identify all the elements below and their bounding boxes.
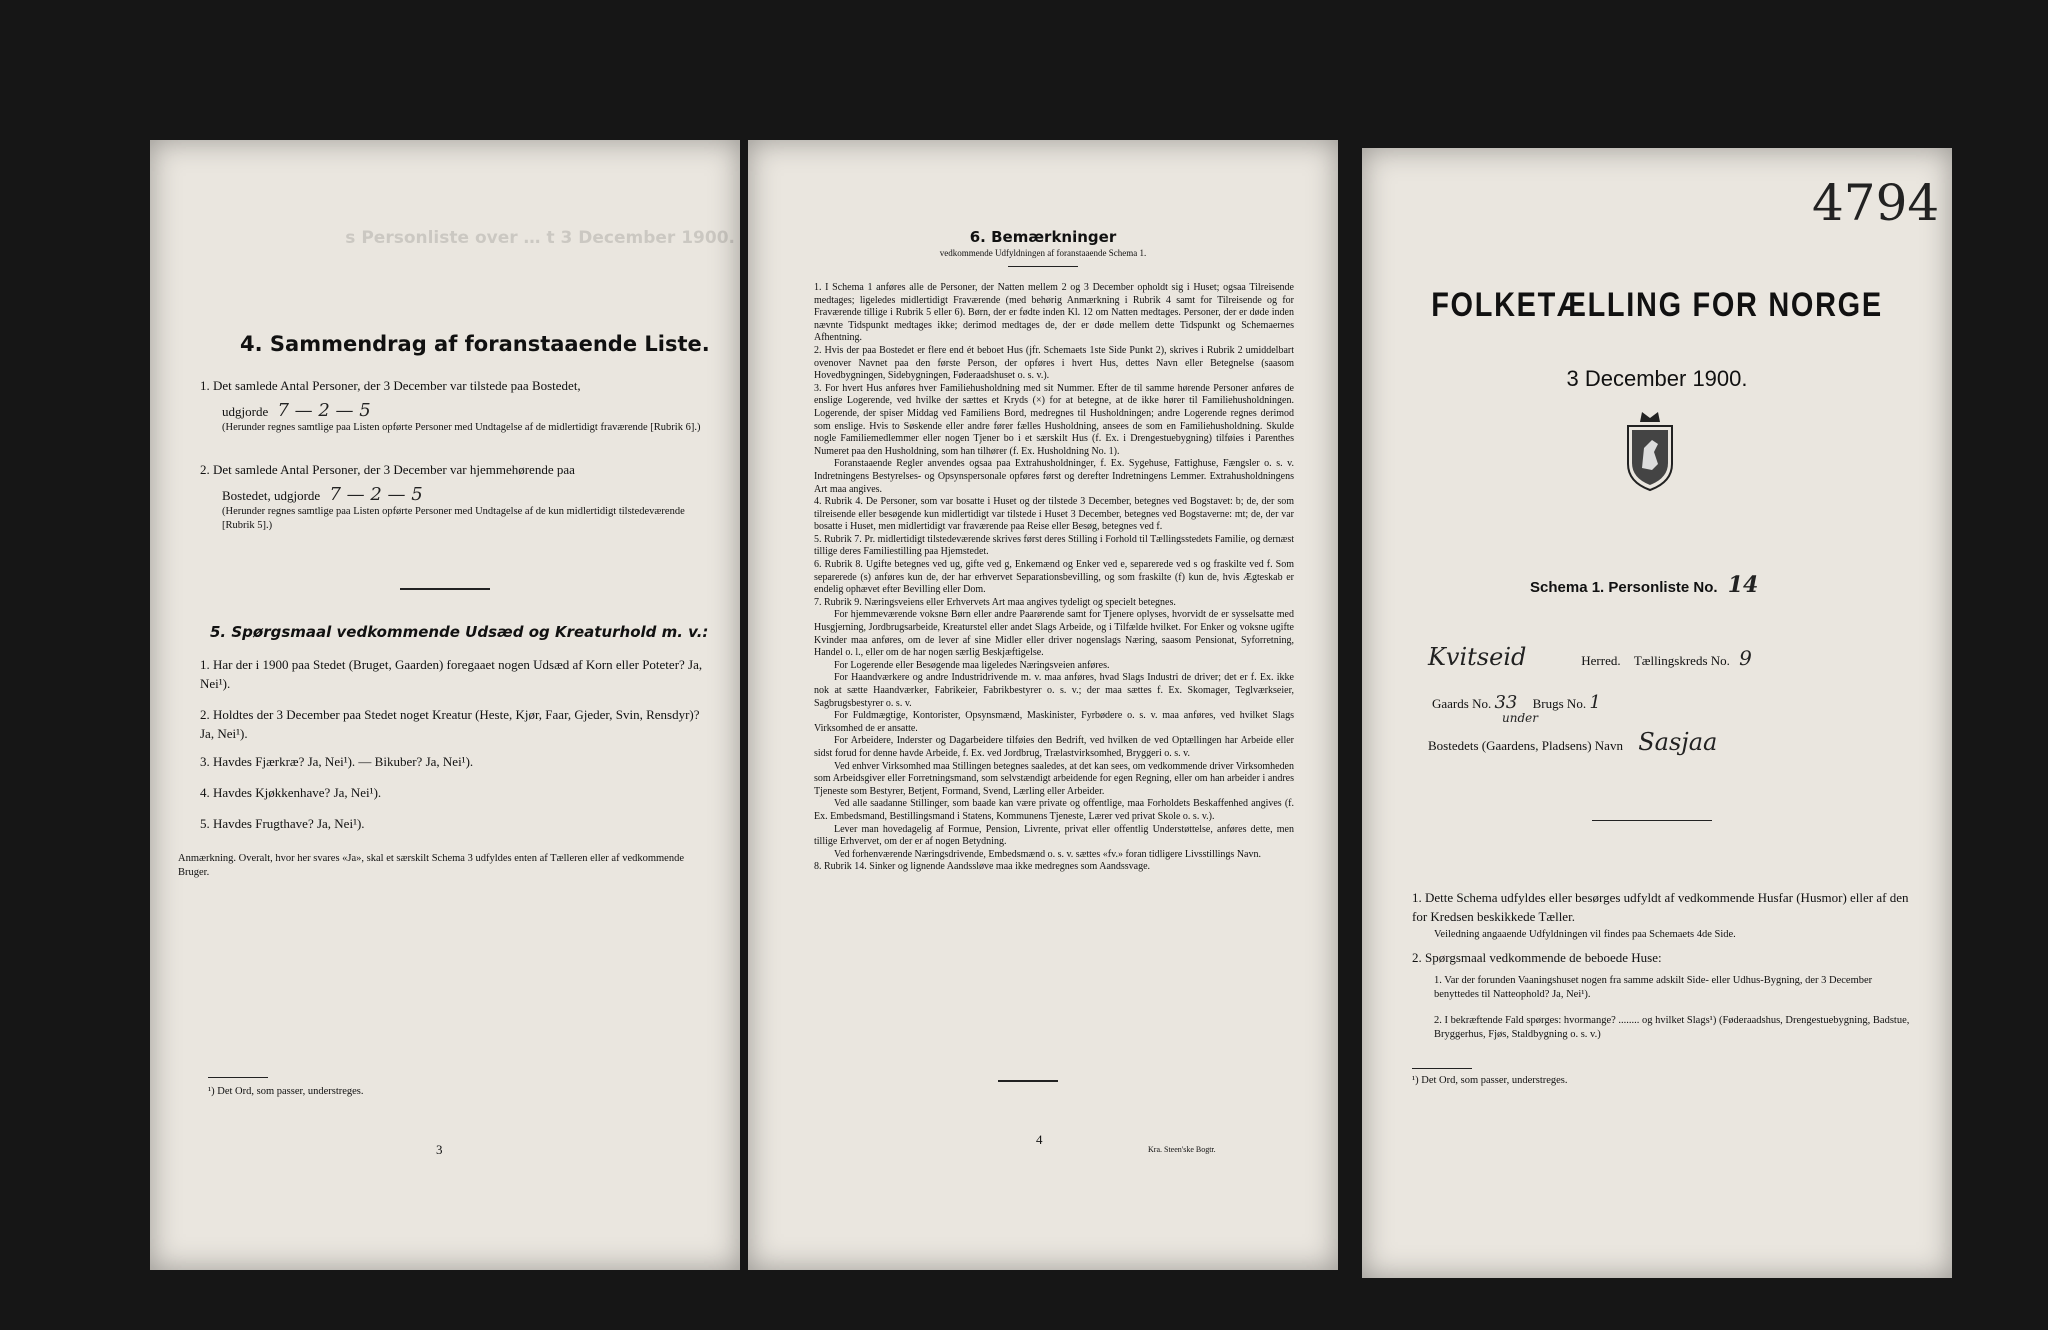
herred-handwritten: Kvitseid: [1428, 643, 1527, 671]
section4-title: 4. Sammendrag af foranstaaende Liste.: [240, 332, 710, 356]
question-5: 5. Havdes Frugthave? Ja, Nei¹).: [200, 816, 365, 831]
sum-item-2: [200, 460, 710, 533]
brugs-handwritten: 1: [1589, 692, 1601, 713]
gaards-line: [1432, 692, 1932, 725]
remarks-list: [814, 282, 1294, 874]
bosted-line: [1428, 728, 1928, 756]
question-4: 4. Havdes Kjøkkenhave? Ja, Nei¹).: [200, 785, 382, 800]
page-number: 3: [436, 1142, 443, 1157]
gaards-handwritten: 33: [1494, 692, 1518, 713]
sum-item-1-note: (Herunder regnes samtlige paa Listen opførte Personer med Undtagelse af de midlertidigt fraværende [Rubrik 6].): [222, 422, 701, 433]
question-1: 1. Har der i 1900 paa Stedet (Bruget, Gaarden) foregaaet nogen Udsæd af Korn eller Poteter? Ja, Nei¹).: [200, 657, 703, 691]
schema-label: Schema 1. Personliste No.: [1530, 579, 1718, 596]
footnote-rule: [208, 1077, 268, 1078]
instruction-2: 2. Spørgsmaal vedkommende de beboede Huse:: [1412, 950, 1662, 965]
remark: 5. Rubrik 7. Pr. midlertidigt tilstedeværende skrives først deres Stilling i Forhold til Tællingsstedets Familie, og dernæst tillige deres Familiestilling paa Hjemstedet.: [814, 533, 1294, 558]
printer-imprint: Kra. Steen'ske Bogtr.: [1148, 1145, 1216, 1154]
remark: 6. Rubrik 8. Ugifte betegnes ved ug, gifte ved g, Enkemænd og Enker ved e, separerede ved s og fraskilte ved f. Som separerede (s) anføres kun de, der har erhvervet Separationsbevilling, og som fraskilte (f) kun de, hvis Ægteskab er endelig ophævet efter Bevilling eller Dom.: [814, 559, 1294, 596]
page-number: 4: [1036, 1132, 1043, 1147]
remark: Foranstaaende Regler anvendes ogsaa paa Extrahusholdninger, f. Ex. Sygehuse, Fattighuse, Fængsler o. s. v. Indretningens Bestyrelses- og Opsynspersonale opføres først og derefter Indretningens Lemmer. Extrahusholdningens Art maa angives.: [814, 458, 1294, 495]
under-handwritten: under: [1502, 711, 1538, 725]
instruction-1: 1. Dette Schema udfyldes eller besørges udfyldt af vedkommende Husfar (Husmor) eller af den for Kredsen beskikkede Tæller.: [1412, 890, 1909, 924]
remark: 4. Rubrik 4. De Personer, som var bosatte i Huset og der tilstede 3 December, betegnes ved Bogstavet: b; de, der som tilreisende eller besøgende kun midlertidigt var tilstede i Huset 3 December, betegnes ved Bogstaverne: mt; de, der var bosatte i Huset, men midlertidigt var fraværende paa Reise eller Besøg, betegnes ved f.: [814, 496, 1294, 533]
bostedet-label: Bostedet, udgjorde: [222, 488, 321, 503]
question-3: 3. Havdes Fjærkræ? Ja, Nei¹). — Bikuber? Ja, Nei¹).: [200, 754, 474, 769]
question-2: 2. Holdtes der 3 December paa Stedet noget Kreatur (Heste, Kjør, Faar, Gjeder, Svin, Rensdyr)? Ja, Nei¹).: [200, 707, 700, 741]
remark: Ved forhenværende Næringsdrivende, Embedsmænd o. s. v. sættes «fv.» foran tidligere Livsstillings Navn.: [834, 848, 1261, 860]
remark: For Arbeidere, Inderster og Dagarbeidere tilføies den Bedrift, ved hvilken de ved Optællingen har Arbeide eller sidst forud for denne havde Arbeide, f. Ex. ved Jordbrug, Trælastvirksomhed, Bryggeri o. s. v.: [814, 735, 1294, 759]
remark: For Fuldmægtige, Kontorister, Opsynsmænd, Maskinister, Fyrbødere o. s. v. maa anføres, ved hvilket Slags Virksomhed de er ansatte.: [814, 710, 1294, 734]
instruction-2-1: 1. Var der forunden Vaaningshuset nogen fra samme adskilt Side- eller Udhus-Bygning, der 3 December benyttedes til Natteophold? Ja, Nei¹).: [1434, 975, 1873, 1000]
sum-item-1: [200, 376, 710, 435]
remark: Ved enhver Virksomhed maa Stillingen betegnes saaledes, at det kan sees, om vedkommende driver Virksomheden som Arbeidsgiver eller Forretningsmand, som selvstændigt arbeidende for egen Regning, eller om han arbeider i andres Tjeneste som Bestyrer, Betjent, Formand, Svend, Lærling eller Arbeider.: [814, 760, 1294, 797]
divider: [400, 588, 490, 590]
remark: For hjemmeværende voksne Børn eller andre Paarørende samt for Tjenere oplyses, hvorvidt de er sysselsatte med Husgjerning, Jordbrugsarbeide, Kreaturstel eller andet Slags Arbeide, og i Tilfælde hvilket. For Enker og voksne ugifte Kvinder maa anføres, om de lever af sine Midler eller driver nogenslags Næring, saasom Pensionat, Syforretning, Handel o. l., eller om de har nogen særlig Beskjæftigelse.: [814, 609, 1294, 659]
udgjorde-label: udgjorde: [222, 404, 269, 419]
personliste-number-handwritten: 14: [1727, 572, 1759, 598]
bosted-label: Bostedets (Gaardens, Pladsens) Navn: [1428, 738, 1623, 753]
page-left: [150, 140, 740, 1270]
kreds-label: Tællingskreds No.: [1633, 653, 1730, 668]
remark: Ved alle saadanne Stillinger, som baade kan være private og offentlige, maa Forholdets Beskaffenhed angives (f. Ex. Embedsmand, Bestillingsmand i Statens, Kommunens Tjeneste, Lærer ved privat Skole o. s. v.).: [814, 798, 1294, 822]
footnote: ¹) Det Ord, som passer, understreges.: [1412, 1075, 1568, 1086]
remarks-subtitle: vedkommende Udfyldningen af foranstaaende Schema 1.: [939, 248, 1147, 258]
archive-number-handwritten: 4794: [1812, 174, 1940, 232]
sum-item-2-note: (Herunder regnes samtlige paa Listen opførte Personer med Undtagelse af de kun midlertidigt tilstedeværende [Rubrik 5].): [222, 506, 685, 531]
schema-line: [1530, 572, 1759, 598]
sum-item-1-text: 1. Det samlede Antal Personer, der 3 December var tilstede paa Bostedet,: [200, 378, 581, 393]
instruction-1-note: Veiledning angaaende Udfyldningen vil findes paa Schemaets 4de Side.: [1434, 929, 1736, 940]
form-title: FOLKETÆLLING FOR NORGE: [1431, 286, 1883, 324]
sum-item-2-text: 2. Det samlede Antal Personer, der 3 December var hjemmehørende paa: [200, 462, 575, 477]
remark: 2. Hvis der paa Bostedet er flere end ét beboet Hus (jfr. Schemaets 1ste Side Punkt 2), skrives i Rubrik 2 umiddelbart ovenover Navnet paa den første Person, der opføres i hvert Hus, dettes Navn eller Betegnelse (saasom Hovedbygningen, Sidebygningen, Føderaadshuset o. s. v.).: [814, 344, 1294, 382]
remark: 8. Rubrik 14. Sinker og lignende Aandssløve maa ikke medregnes som Aandssvage.: [814, 861, 1151, 873]
remark: 1. I Schema 1 anføres alle de Personer, der Natten mellem 2 og 3 December opholdt sig i Huset; ogsaa Tilreisende medtages; ligeledes midlertidigt Fraværende (med behørig Anmærkning i Rubrik 4 samt for Tilreisende og for Fraværende tillige i Rubrik 5 eller 6). Børn, der er fødte inden Kl. 12 om Natten medtages. Personer, der er døde inden nævnte Tidspunkt medtages ikke; derimod medtages de, der er døde mellem dette Tidspunkt og Schemaernes Afhentning.: [814, 282, 1294, 344]
end-rule: [998, 1080, 1058, 1082]
coat-of-arms-icon: [1622, 408, 1678, 492]
footnote-rule: [1412, 1068, 1472, 1069]
page-middle: [748, 140, 1338, 1270]
form-date: 3 December 1900.: [1566, 366, 1748, 391]
page-right: [1362, 148, 1952, 1278]
faint-show-through-heading: s Personliste over … t 3 December 1900.: [345, 228, 735, 248]
remark: 3. For hvert Hus anføres hver Familiehusholdning med sit Nummer. Efter de til samme hørende Personer anføres de enslige Logerende, ved hvilke der sættes et Kryds (×) for at betegne, at de ikke hører til Familiehusholdningen. Logerende, der spiser Middag ved Familiens Bord, medregnes til Husholdningen; andre Logerende regnes derimod som enslige. Hvis to Søskende eller andre fører fælles Husholdning, ansees de som en Familiehusholdning. Skulde nogle Familiemedlemmer eller nogen Tjener bo i et særskilt Hus (f. Ex. i Drengestuebygning) tilføies i Parenthes Numeret paa den Husholdning, som han tilhører (f. Ex. Husholdning No. 1).: [814, 382, 1294, 457]
footnote: ¹) Det Ord, som passer, understreges.: [208, 1086, 364, 1097]
remark: For Logerende eller Besøgende maa ligeledes Næringsveien anføres.: [834, 659, 1110, 671]
herred-label: Herred.: [1581, 653, 1621, 668]
bosted-handwritten: Sasjaa: [1638, 728, 1718, 756]
instruction-2-2: 2. I bekræftende Fald spørges: hvormange? ........ og hvilket Slags¹) (Føderaadshus, Drengestuebygning, Badstue, Bryggerhus, Fjøs, Staldbygning o. s. v.): [1434, 1015, 1910, 1040]
anmerkning: Anmærkning. Overalt, hvor her svares «Ja», skal et særskilt Schema 3 udfyldes enten af Tælleren eller af vedkommende Bruger.: [178, 853, 685, 878]
remark: Lever man hovedagelig af Formue, Pension, Livrente, privat eller offentlig Understøttelse, anføres dette, men tillige Erhvervet, om der er af nogen Betydning.: [814, 823, 1294, 848]
divider: [1592, 820, 1712, 821]
resident-count-handwritten: 7 — 2 — 5: [329, 484, 423, 505]
kreds-handwritten: 9: [1739, 646, 1752, 670]
section5-title: 5. Spørgsmaal vedkommende Udsæd og Kreaturhold m. v.:: [210, 623, 709, 641]
present-count-handwritten: 7 — 2 — 5: [277, 400, 371, 421]
title-rule: [1008, 266, 1078, 267]
gaards-label: Gaards No.: [1432, 696, 1492, 711]
remark: For Haandværkere og andre Industridrivende m. v. maa anføres, hvad Slags Industri de driver; det er f. Ex. ikke nok at sætte Haandværker, Fabrikeier, Fabrikbestyrer o. s. v.; der maa sættes f. Ex. Skomager, Teglværkseier, Sagbrugsbestyrer o. s. v.: [814, 672, 1294, 709]
herred-line: [1428, 643, 1928, 671]
remark: 7. Rubrik 9. Næringsveiens eller Erhvervets Art maa angives tydeligt og specielt betegnes.: [814, 596, 1176, 608]
remarks-title: 6. Bemærkninger: [969, 228, 1117, 246]
brugs-label: Brugs No.: [1532, 696, 1587, 711]
